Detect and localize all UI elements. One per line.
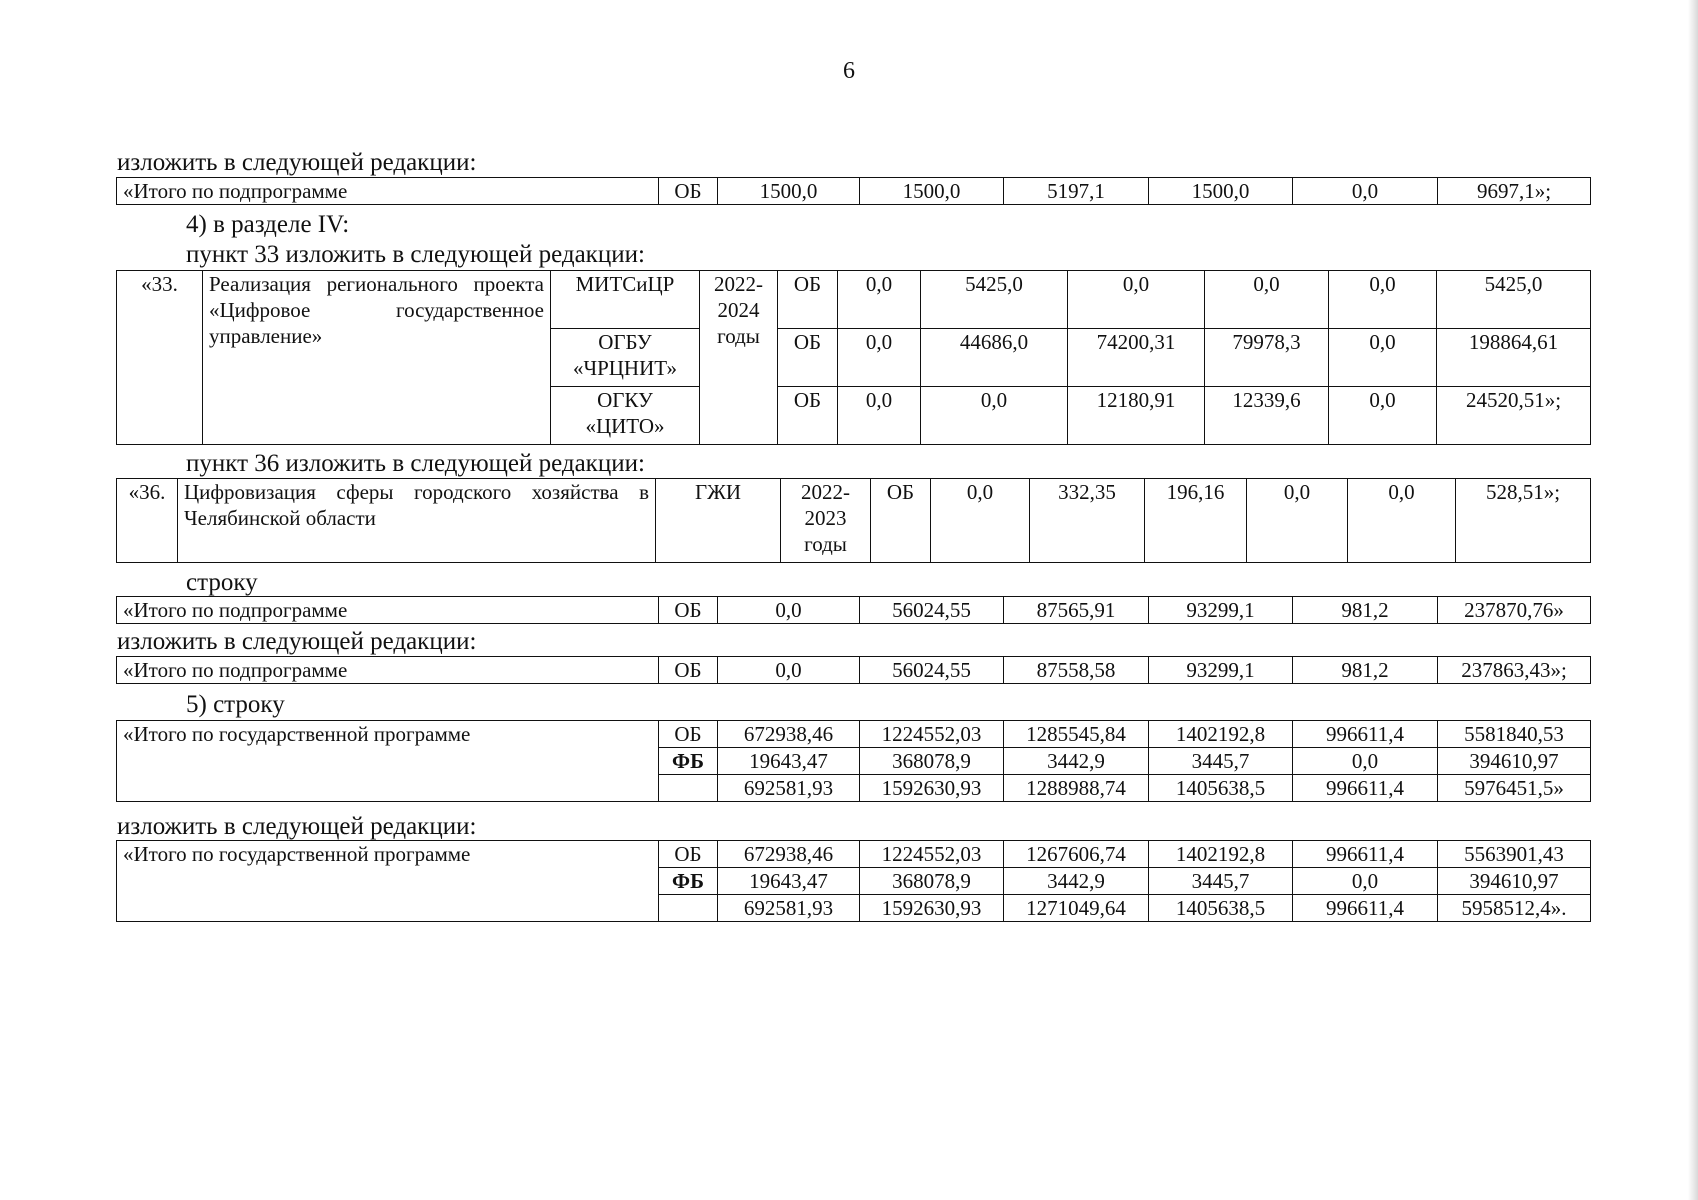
funding-source: ОБ bbox=[778, 271, 838, 329]
value-cell: 87565,91 bbox=[1004, 597, 1149, 624]
value-cell: 196,16 bbox=[1145, 479, 1247, 563]
value-cell: 981,2 bbox=[1293, 597, 1438, 624]
value-cell: 0,0 bbox=[1329, 329, 1437, 387]
value-cell: 5425,0 bbox=[921, 271, 1068, 329]
section-heading: 4) в разделе IV: bbox=[186, 211, 350, 238]
value-cell: 19643,47 bbox=[718, 748, 860, 775]
program-total-table bbox=[116, 840, 1591, 922]
value-cell: 692581,93 bbox=[718, 775, 860, 802]
value-cell: 0,0 bbox=[838, 271, 921, 329]
value-cell: 0,0 bbox=[1329, 271, 1437, 329]
value-cell: 79978,3 bbox=[1205, 329, 1329, 387]
value-cell: 1402192,8 bbox=[1149, 841, 1293, 868]
value-cell: 1224552,03 bbox=[860, 841, 1004, 868]
value-cell: 5425,0 bbox=[1437, 271, 1591, 329]
value-cell: 692581,93 bbox=[718, 895, 860, 922]
executor: ОГКУ «ЦИТО» bbox=[551, 387, 700, 445]
value-cell: 996611,4 bbox=[1293, 841, 1438, 868]
item-36-table bbox=[116, 478, 1591, 563]
value-cell: 672938,46 bbox=[718, 841, 860, 868]
value-cell: 1402192,8 bbox=[1149, 721, 1293, 748]
funding-source: ОБ bbox=[778, 387, 838, 445]
table-row bbox=[117, 597, 1591, 624]
value-cell: 0,0 bbox=[838, 329, 921, 387]
value-cell: 1271049,64 bbox=[1004, 895, 1149, 922]
program-total-table bbox=[116, 720, 1591, 802]
value-cell: 368078,9 bbox=[860, 868, 1004, 895]
executor: ГЖИ bbox=[656, 479, 781, 563]
value-cell: 56024,55 bbox=[860, 657, 1004, 684]
value-cell: 996611,4 bbox=[1293, 895, 1438, 922]
value-cell: 0,0 bbox=[1329, 387, 1437, 445]
value-cell: 5976451,5» bbox=[1438, 775, 1591, 802]
value-cell: 1288988,74 bbox=[1004, 775, 1149, 802]
funding-source bbox=[659, 775, 718, 802]
table-row bbox=[117, 271, 1591, 329]
value-cell: 0,0 bbox=[1068, 271, 1205, 329]
executor: ОГБУ «ЧРЦНИТ» bbox=[551, 329, 700, 387]
funding-source: ОБ bbox=[659, 841, 718, 868]
row-label: «Итого по подпрограмме bbox=[117, 178, 659, 205]
row-label: «Итого по государственной программе bbox=[117, 721, 659, 802]
item-number: «33. bbox=[117, 271, 203, 445]
value-cell: 3445,7 bbox=[1149, 868, 1293, 895]
funding-source bbox=[659, 895, 718, 922]
executor: МИТСиЦР bbox=[551, 271, 700, 329]
item-heading: пункт 33 изложить в следующей редакции: bbox=[186, 241, 645, 268]
scan-edge-shadow bbox=[1688, 0, 1698, 1200]
value-cell: 0,0 bbox=[718, 657, 860, 684]
value-cell: 19643,47 bbox=[718, 868, 860, 895]
value-cell: 1224552,03 bbox=[860, 721, 1004, 748]
value-cell: 5958512,4». bbox=[1438, 895, 1591, 922]
value-cell: 5197,1 bbox=[1004, 178, 1149, 205]
value-cell: 996611,4 bbox=[1293, 775, 1438, 802]
instruction-line: строку bbox=[186, 569, 258, 596]
value-cell: 1592630,93 bbox=[860, 895, 1004, 922]
years: 2022-2023 годы bbox=[781, 479, 871, 563]
value-cell: 672938,46 bbox=[718, 721, 860, 748]
value-cell: 3442,9 bbox=[1004, 868, 1149, 895]
subprogram-total-table bbox=[116, 656, 1591, 684]
item-33-table bbox=[116, 270, 1591, 445]
value-cell: 5581840,53 bbox=[1438, 721, 1591, 748]
value-cell: 0,0 bbox=[718, 597, 860, 624]
value-cell: 1285545,84 bbox=[1004, 721, 1149, 748]
value-cell: 368078,9 bbox=[860, 748, 1004, 775]
item-name: Цифровизация сферы городского хозяйства в Челябинской области bbox=[178, 479, 656, 563]
funding-source: ОБ bbox=[871, 479, 931, 563]
funding-source: ОБ bbox=[659, 657, 718, 684]
value-cell: 981,2 bbox=[1293, 657, 1438, 684]
table-row bbox=[117, 841, 1591, 868]
value-cell: 0,0 bbox=[1293, 748, 1438, 775]
value-cell: 1405638,5 bbox=[1149, 775, 1293, 802]
value-cell: 0,0 bbox=[1205, 271, 1329, 329]
value-cell: 332,35 bbox=[1030, 479, 1145, 563]
value-cell: 237863,43»; bbox=[1438, 657, 1591, 684]
subprogram-total-table bbox=[116, 177, 1591, 205]
subprogram-total-table bbox=[116, 596, 1591, 624]
funding-source: ФБ bbox=[659, 748, 718, 775]
value-cell: 0,0 bbox=[931, 479, 1030, 563]
value-cell: 394610,97 bbox=[1438, 868, 1591, 895]
value-cell: 3445,7 bbox=[1149, 748, 1293, 775]
value-cell: 44686,0 bbox=[921, 329, 1068, 387]
page-number: 6 bbox=[843, 58, 855, 84]
value-cell: 0,0 bbox=[838, 387, 921, 445]
instruction-line: изложить в следующей редакции: bbox=[117, 628, 477, 655]
row-label: «Итого по подпрограмме bbox=[117, 597, 659, 624]
value-cell: 74200,31 bbox=[1068, 329, 1205, 387]
value-cell: 237870,76» bbox=[1438, 597, 1591, 624]
funding-source: ФБ bbox=[659, 868, 718, 895]
value-cell: 1405638,5 bbox=[1149, 895, 1293, 922]
instruction-line: 5) строку bbox=[186, 691, 285, 718]
value-cell: 56024,55 bbox=[860, 597, 1004, 624]
value-cell: 996611,4 bbox=[1293, 721, 1438, 748]
value-cell: 87558,58 bbox=[1004, 657, 1149, 684]
value-cell: 12339,6 bbox=[1205, 387, 1329, 445]
table-row bbox=[117, 721, 1591, 748]
table-row bbox=[117, 479, 1591, 563]
value-cell: 0,0 bbox=[1293, 178, 1438, 205]
value-cell: 1592630,93 bbox=[860, 775, 1004, 802]
value-cell: 528,51»; bbox=[1456, 479, 1591, 563]
value-cell: 3442,9 bbox=[1004, 748, 1149, 775]
item-heading: пункт 36 изложить в следующей редакции: bbox=[186, 450, 645, 477]
row-label: «Итого по государственной программе bbox=[117, 841, 659, 922]
value-cell: 5563901,43 bbox=[1438, 841, 1591, 868]
value-cell: 0,0 bbox=[1247, 479, 1348, 563]
item-name: Реализация регионального проекта «Цифровое государственное управление» bbox=[203, 271, 551, 445]
row-label: «Итого по подпрограмме bbox=[117, 657, 659, 684]
funding-source: ОБ bbox=[659, 178, 718, 205]
item-number: «36. bbox=[117, 479, 178, 563]
table-row bbox=[117, 178, 1591, 205]
value-cell: 1267606,74 bbox=[1004, 841, 1149, 868]
value-cell: 93299,1 bbox=[1149, 597, 1293, 624]
value-cell: 24520,51»; bbox=[1437, 387, 1591, 445]
value-cell: 1500,0 bbox=[1149, 178, 1293, 205]
value-cell: 12180,91 bbox=[1068, 387, 1205, 445]
years: 2022-2024 годы bbox=[700, 271, 778, 445]
funding-source: ОБ bbox=[778, 329, 838, 387]
value-cell: 0,0 bbox=[1348, 479, 1456, 563]
funding-source: ОБ bbox=[659, 597, 718, 624]
value-cell: 198864,61 bbox=[1437, 329, 1591, 387]
value-cell: 1500,0 bbox=[860, 178, 1004, 205]
instruction-line: изложить в следующей редакции: bbox=[117, 149, 477, 176]
value-cell: 394610,97 bbox=[1438, 748, 1591, 775]
funding-source: ОБ bbox=[659, 721, 718, 748]
value-cell: 0,0 bbox=[1293, 868, 1438, 895]
instruction-line: изложить в следующей редакции: bbox=[117, 813, 477, 840]
value-cell: 1500,0 bbox=[718, 178, 860, 205]
value-cell: 93299,1 bbox=[1149, 657, 1293, 684]
value-cell: 9697,1»; bbox=[1438, 178, 1591, 205]
table-row bbox=[117, 657, 1591, 684]
value-cell: 0,0 bbox=[921, 387, 1068, 445]
